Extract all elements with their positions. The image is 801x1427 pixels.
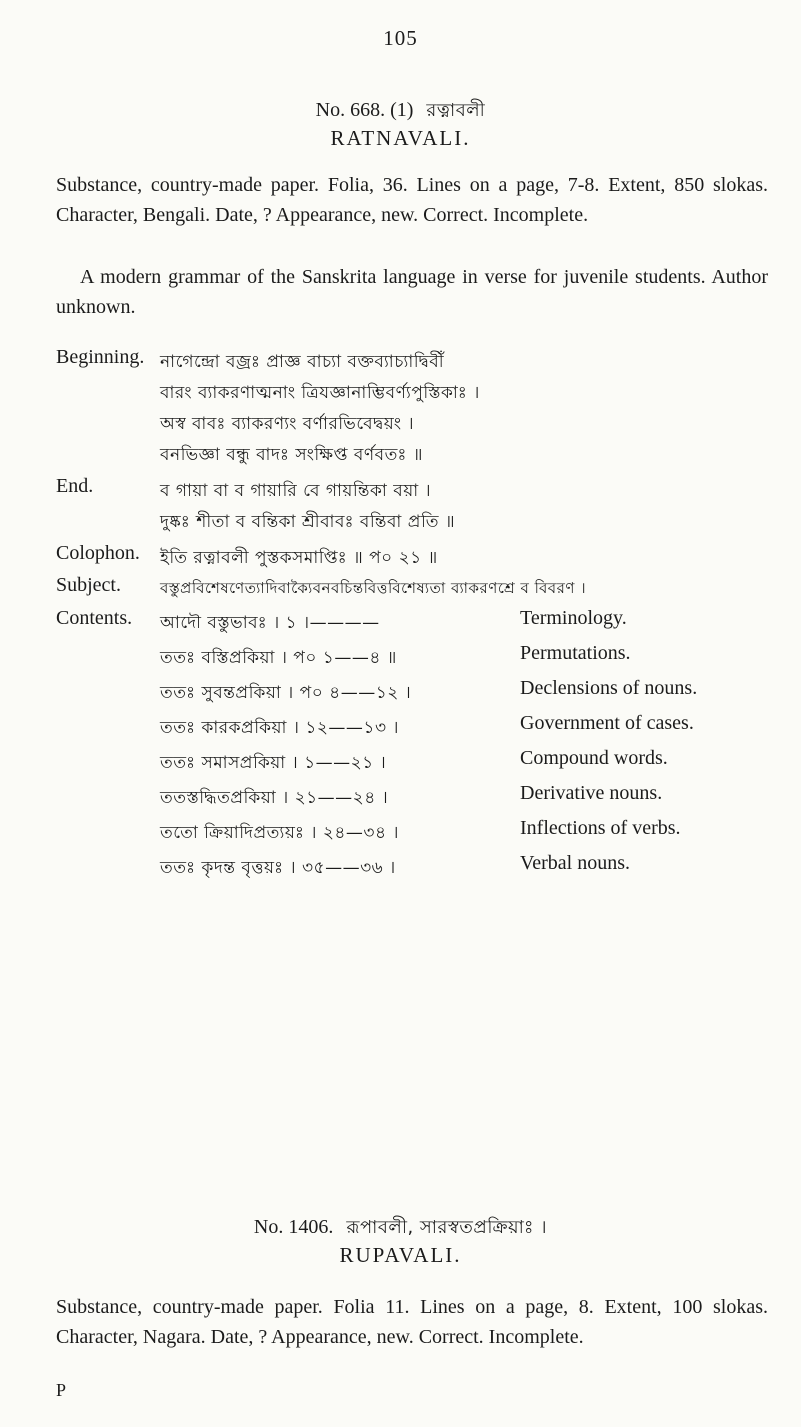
end-line: দুষ্কঃ শীতা ব বন্তিকা শ্রীবাবঃ বন্তিবা প্রতি ॥	[160, 512, 456, 532]
contents-english: Compound words.	[520, 747, 668, 769]
contents-english: Terminology.	[520, 607, 627, 629]
subject-label: Subject.	[56, 574, 121, 596]
end-line: ব গায়া বা ব গায়ারি বে গায়ন্তিকা বয়া ।	[160, 481, 432, 501]
contents-label: Contents.	[56, 607, 133, 629]
contents-english: Derivative nouns.	[520, 782, 663, 804]
beginning-line: বনভিজ্ঞা বন্ধু বাদঃ সংক্ষিপ্ত বর্ণবতঃ ॥	[160, 445, 423, 465]
colophon-label: Colophon.	[56, 542, 140, 564]
end-label: End.	[56, 475, 94, 497]
entry-description: Substance, country-made paper. Folia 11. Lines on a page, 8. Extent, 100 slokas. Character, Nagara. Date, ? Appearance, new. Correct. Incomplete.	[56, 1296, 768, 1348]
signature-mark: P	[56, 1380, 67, 1400]
beginning-line: বারং ব্যাকরণাত্মনাং ত্রিযজ্ঞানাম্ভিবর্ণ্যপুস্তিকাঃ ।	[160, 383, 480, 403]
contents-english: Inflections of verbs.	[520, 817, 681, 839]
contents-english: Permutations.	[520, 642, 631, 664]
contents-sanskrit: আদৌ বস্তুভাবঃ । ১ ।————	[160, 613, 380, 633]
contents-english: Government of cases.	[520, 712, 694, 734]
beginning-line: নাগেন্দ্রো বজ্রঃ প্রাজ্ঞ বাচ্যা বক্তব্যাচ্যাদ্বিবীঁ	[160, 352, 445, 372]
entry-description: Substance, country-made paper. Folia, 36. Lines on a page, 7-8. Extent, 850 slokas. Character, Bengali. Date, ? Appearance, new. Correct. Incomplete.	[56, 174, 768, 226]
contents-sanskrit: ততস্তদ্ধিতপ্রকিয়া । ২১——২৪ ।	[160, 788, 389, 808]
entry-number-line	[0, 1213, 801, 1244]
entry-title: RATNAVALI.	[330, 126, 471, 150]
entry-sanskrit-title: রূপাবলী, সারস্বতপ্রক্রিয়াঃ ।	[346, 1217, 548, 1238]
contents-sanskrit: ততঃ সমাসপ্রকিয়া । ১——২১ ।	[160, 753, 387, 773]
entry-summary: A modern grammar of the Sanskrita language in verse for juvenile students. Author unknown.	[56, 266, 768, 318]
contents-sanskrit: ততঃ কারকপ্রকিয়া । ১২——১৩ ।	[160, 718, 399, 738]
colophon-text: ইতি রত্নাবলী পুস্তকসমাপ্তিঃ ॥ প০ ২১ ॥	[160, 548, 438, 568]
contents-sanskrit: ততঃ কৃদন্ত বৃত্তয়ঃ । ৩৫——৩৬ ।	[160, 858, 396, 878]
page-number: 105	[383, 26, 418, 50]
contents-english: Verbal nouns.	[520, 852, 630, 874]
entry-number-line	[0, 96, 801, 127]
subject-text: বস্তুপ্রবিশেষণেত্যাদিবাক্যৈবনবচিন্তবিত্তবিশেষ্যতা ব্যাকরণশ্রে ব বিবরণ ।	[160, 579, 587, 597]
contents-english: Declensions of nouns.	[520, 677, 698, 699]
entry-number: No. 1406.	[253, 1216, 334, 1238]
contents-sanskrit: ততঃ সুবন্তপ্রকিয়া । প০ ৪——১২ ।	[160, 683, 412, 703]
entry-number: No. 668. (1)	[315, 99, 414, 121]
entry-sanskrit-title: রত্নাবলী	[426, 100, 486, 121]
contents-sanskrit: ততো ক্রিয়াদিপ্রত্যয়ঃ । ২৪—৩৪ ।	[160, 823, 399, 843]
beginning-line: অস্ব বাবঃ ব্যাকরণ্যং বর্ণারভিবেদ্বয়ং ।	[160, 414, 415, 434]
entry-title: RUPAVALI.	[339, 1243, 462, 1267]
contents-sanskrit: ততঃ বস্তিপ্রকিয়া । প০ ১——৪ ॥	[160, 648, 397, 668]
beginning-label: Beginning.	[56, 346, 145, 368]
